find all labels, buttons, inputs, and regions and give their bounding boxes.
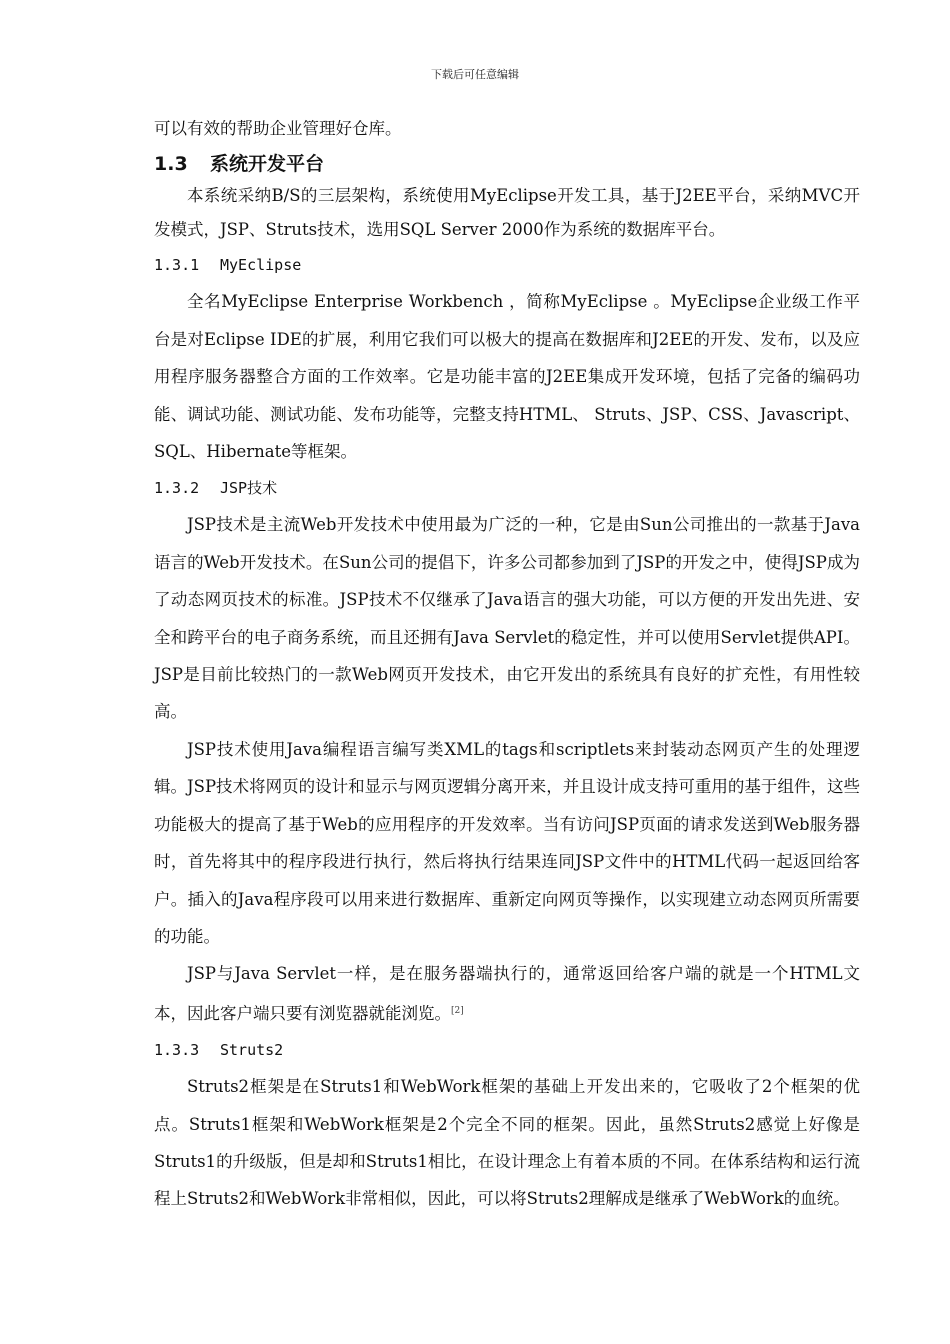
subsection-number: 1.3.3 — [154, 1041, 200, 1060]
jsp-paragraph-3 — [154, 955, 860, 1032]
opening-line: 可以有效的帮助企业管理好仓库。 — [154, 119, 402, 138]
platform-paragraph: 本系统采纳B/S的三层架构，系统使用MyEclipse开发工具，基于J2EE平台，采纳MVC开发模式，JSP、Struts技术，选用SQL Server 2000作为系统的数据库平台。 — [154, 186, 860, 240]
section-heading-1-3-2 — [154, 470, 860, 506]
subsection-title: JSP技术 — [220, 479, 278, 498]
subsection-number: 1.3.1 — [154, 256, 200, 275]
section-title: 系统开发平台 — [210, 153, 325, 176]
jsp-paragraph-3-text: JSP与Java Servlet一样，是在服务器端执行的，通常返回给客户端的就是一个HTML文本，因此客户端只要有浏览器就能浏览。 — [154, 964, 860, 1023]
struts2-paragraph: Struts2框架是在Struts1和WebWork框架的基础上开发出来的，它吸收了2个框架的优点。Struts1框架和WebWork框架是2个完全不同的框架。因此，虽然Struts2感觉上好像是Struts1的升级版，但是却和Struts1相比，在设计理念上有着本质的不同。在体系结构和运行流程上Struts2和WebWork非常相似，因此，可以将Struts2理解成是继承了WebWork的血统。 — [154, 1077, 860, 1209]
document-body — [154, 110, 860, 1218]
section-heading-1-3 — [154, 149, 860, 179]
jsp-paragraph-2: JSP技术使用Java编程语言编写类XML的tags和scriptlets来封装动态网页产生的处理逻辑。JSP技术将网页的设计和显示与网页逻辑分离开来，并且设计成支持可重用的基于组件，这些功能极大的提高了基于Web的应用程序的开发效率。当有访问JSP页面的请求发送到Web服务器时，首先将其中的程序段进行执行，然后将执行结果连同JSP文件中的HTML代码一起返回给客户。插入的Java程序段可以用来进行数据库、重新定向网页等操作，以实现建立动态网页所需要的功能。 — [154, 739, 860, 946]
subsection-number: 1.3.2 — [154, 479, 200, 498]
subsection-title: MyEclipse — [220, 256, 302, 275]
page-header: 下载后可任意编辑 — [431, 68, 519, 81]
myeclipse-paragraph: 全名MyEclipse Enterprise Workbench ，简称MyEclipse 。MyEclipse企业级工作平台是对Eclipse IDE的扩展，利用它我们可以极大的提高在数据库和J2EE的开发、发布，以及应用程序服务器整合方面的工作效率。它是功能丰富的J2EE集成开发环境，包括了完备的编码功能、调试功能、测试功能、发布功能等，完整支持HTML、 Struts、JSP、CSS、Javascript、SQL、Hibernate等框架。 — [154, 292, 860, 462]
subsection-title: Struts2 — [220, 1041, 284, 1060]
citation-marker: [2] — [451, 1005, 464, 1016]
section-heading-1-3-1 — [154, 247, 860, 283]
section-heading-1-3-3 — [154, 1032, 860, 1068]
section-number: 1.3 — [154, 153, 188, 176]
jsp-paragraph-1: JSP技术是主流Web开发技术中使用最为广泛的一种，它是由Sun公司推出的一款基于Java语言的Web开发技术。在Sun公司的提倡下，许多公司都参加到了JSP的开发之中，使得JSP成为了动态网页技术的标准。JSP技术不仅继承了Java语言的强大功能，可以方便的开发出先进、安全和跨平台的电子商务系统，而且还拥有Java Servlet的稳定性，并可以使用Servlet提供API。JSP是目前比较热门的一款Web网页开发技术，由它开发出的系统具有良好的扩充性，有用性较高。 — [154, 515, 860, 722]
